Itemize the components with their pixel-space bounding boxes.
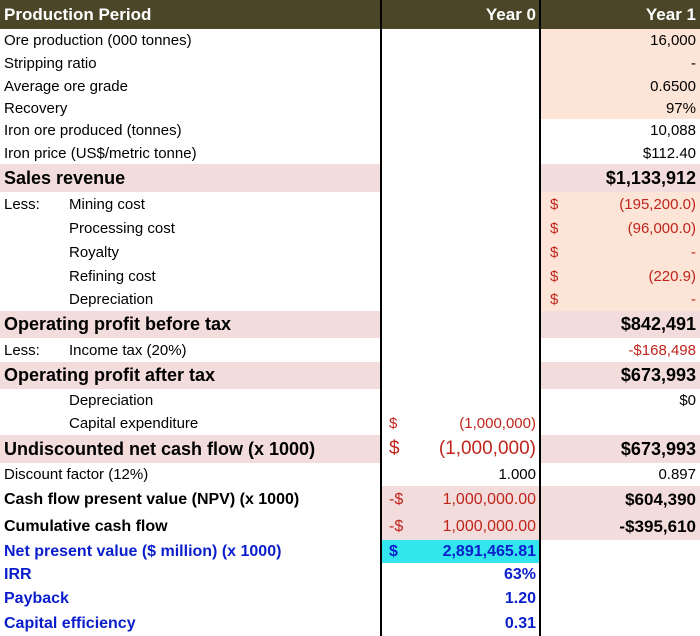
row-label: Income tax (20%) xyxy=(69,341,187,359)
table-row xyxy=(0,192,700,216)
cell-value: 2,891,465.81 xyxy=(442,542,536,560)
less-label: Less: xyxy=(4,195,40,213)
header-year-0[interactable]: Year 0 xyxy=(381,0,540,29)
year1-cell[interactable] xyxy=(540,264,700,288)
year0-cell[interactable] xyxy=(381,216,540,240)
year1-cell[interactable]: $604,390 xyxy=(540,486,700,513)
table-row xyxy=(0,389,700,412)
header-year-1[interactable]: Year 1 xyxy=(540,0,700,29)
year0-cell[interactable] xyxy=(381,240,540,264)
table-row xyxy=(0,540,700,563)
currency-symbol: -$ xyxy=(389,490,404,508)
row-label: Refining cost xyxy=(69,267,156,285)
cell-value: - xyxy=(691,291,696,308)
row-label[interactable]: Iron ore produced (tonnes) xyxy=(4,122,182,139)
year1-cell[interactable]: $0 xyxy=(679,392,696,409)
currency-symbol: $ xyxy=(550,195,559,213)
year0-cell[interactable] xyxy=(381,97,540,119)
year1-cell[interactable]: $673,993 xyxy=(540,362,700,389)
year0-cell[interactable] xyxy=(381,192,540,216)
table-row xyxy=(0,142,700,164)
row-label-cell[interactable] xyxy=(0,240,381,264)
row-label[interactable]: Stripping ratio xyxy=(4,55,97,72)
table-row xyxy=(0,240,700,264)
year1-cell[interactable]: 0.6500 xyxy=(540,75,700,97)
row-label[interactable]: Operating profit before tax xyxy=(0,311,381,338)
row-label[interactable]: Discount factor (12%) xyxy=(4,466,149,483)
year1-cell[interactable]: $112.40 xyxy=(642,144,696,162)
table-row xyxy=(0,52,700,75)
table-row xyxy=(0,29,700,52)
currency-symbol: $ xyxy=(550,243,559,261)
year1-cell[interactable] xyxy=(540,587,700,611)
year1-cell[interactable]: $673,993 xyxy=(540,435,700,463)
year0-cell[interactable] xyxy=(381,435,540,463)
npv-value-cell[interactable] xyxy=(381,540,540,563)
year0-cell[interactable] xyxy=(381,362,540,389)
header-production-period[interactable]: Production Period xyxy=(0,0,381,29)
row-label[interactable]: Cash flow present value (NPV) (x 1000) xyxy=(4,490,300,508)
year1-cell[interactable] xyxy=(540,216,700,240)
row-label: Processing cost xyxy=(69,219,175,237)
year1-cell[interactable]: -$168,498 xyxy=(628,341,696,359)
less-label: Less: xyxy=(4,341,40,359)
row-label: Capital expenditure xyxy=(69,415,199,432)
currency-symbol: -$ xyxy=(389,517,404,535)
header-row xyxy=(0,0,700,29)
table-row xyxy=(0,463,700,486)
year1-cell[interactable] xyxy=(540,540,700,563)
table-row xyxy=(0,216,700,240)
table-row xyxy=(0,513,700,540)
year1-cell[interactable] xyxy=(540,611,700,636)
row-label-cell[interactable] xyxy=(0,338,381,362)
year0-cell[interactable] xyxy=(381,164,540,192)
table-row xyxy=(0,75,700,97)
table-row xyxy=(0,119,700,142)
currency-symbol: $ xyxy=(550,267,559,285)
table-row xyxy=(0,435,700,463)
cell-value: (195,200.0) xyxy=(619,195,696,213)
row-label[interactable]: Average ore grade xyxy=(4,77,128,95)
row-label-cell[interactable] xyxy=(0,412,381,435)
column-divider xyxy=(380,0,382,636)
table-row xyxy=(0,412,700,435)
row-label[interactable]: Recovery xyxy=(4,99,68,117)
row-label: Royalty xyxy=(69,243,120,261)
currency-symbol: $ xyxy=(389,415,398,432)
column-divider xyxy=(539,0,541,636)
row-label[interactable]: Iron price (US$/metric tonne) xyxy=(4,144,197,162)
year1-cell[interactable]: 10,088 xyxy=(650,122,696,139)
year1-cell[interactable]: -$395,610 xyxy=(540,513,700,540)
cell-value: 1,000,000.00 xyxy=(442,517,536,535)
row-label: Depreciation xyxy=(69,392,154,409)
year1-cell[interactable]: 0.897 xyxy=(658,466,696,483)
year0-cell[interactable] xyxy=(381,412,540,435)
row-label[interactable]: Net present value ($ million) (x 1000) xyxy=(4,542,282,560)
table-row xyxy=(0,486,700,513)
cell-value: (96,000.0) xyxy=(627,219,696,237)
row-label-cell[interactable] xyxy=(0,216,381,240)
year1-cell[interactable]: $1,133,912 xyxy=(540,164,700,192)
table-row xyxy=(0,338,700,362)
year0-cell[interactable] xyxy=(381,288,540,311)
table-row xyxy=(0,587,700,611)
year0-cell[interactable] xyxy=(381,119,540,142)
cell-value: - xyxy=(691,243,696,261)
row-label[interactable]: Sales revenue xyxy=(0,164,381,192)
year1-cell[interactable]: - xyxy=(540,52,700,75)
row-label[interactable]: Cumulative cash flow xyxy=(4,517,168,535)
year0-cell[interactable] xyxy=(381,264,540,288)
year0-cell[interactable] xyxy=(381,75,540,97)
year1-cell[interactable] xyxy=(540,240,700,264)
row-label-cell[interactable] xyxy=(0,264,381,288)
table-row xyxy=(0,264,700,288)
year0-cell[interactable] xyxy=(381,513,540,540)
cell-value: (1,000,000) xyxy=(459,415,536,432)
row-label[interactable]: Ore production (000 tonnes) xyxy=(4,32,192,49)
table-row xyxy=(0,97,700,119)
year1-cell[interactable] xyxy=(540,288,700,311)
row-label[interactable]: Undiscounted net cash flow (x 1000) xyxy=(0,435,381,463)
row-label-cell[interactable] xyxy=(0,192,381,216)
year0-cell[interactable] xyxy=(381,338,540,362)
year0-cell[interactable] xyxy=(381,311,540,338)
year1-cell[interactable] xyxy=(540,563,700,587)
table-row xyxy=(0,311,700,338)
currency-symbol: $ xyxy=(389,438,400,459)
row-label[interactable]: Operating profit after tax xyxy=(0,362,381,389)
year0-cell[interactable]: 0.31 xyxy=(504,614,536,632)
row-label[interactable]: Payback xyxy=(4,590,69,607)
row-label-cell[interactable] xyxy=(0,288,381,311)
cell-value: (1,000,000) xyxy=(438,438,536,459)
table-row xyxy=(0,563,700,587)
year0-cell[interactable]: 1.20 xyxy=(504,590,536,607)
row-label[interactable]: Capital efficiency xyxy=(4,614,136,632)
year0-cell[interactable] xyxy=(381,142,540,164)
currency-symbol: $ xyxy=(550,219,559,237)
row-label-cell[interactable] xyxy=(0,389,381,412)
cell-value: (220.9) xyxy=(648,267,696,285)
table-row xyxy=(0,611,700,636)
currency-symbol: $ xyxy=(550,291,559,308)
row-label[interactable]: IRR xyxy=(4,566,32,583)
year1-cell[interactable]: $842,491 xyxy=(540,311,700,338)
year0-cell[interactable] xyxy=(381,486,540,513)
cell-value: 1,000,000.00 xyxy=(442,490,536,508)
currency-symbol: $ xyxy=(389,542,398,560)
year0-cell[interactable] xyxy=(381,52,540,75)
table-row xyxy=(0,362,700,389)
year0-cell[interactable]: 1.000 xyxy=(498,466,536,483)
year0-cell[interactable] xyxy=(381,389,540,412)
table-row xyxy=(0,164,700,192)
row-label: Mining cost xyxy=(69,195,145,213)
year0-cell[interactable] xyxy=(381,29,540,52)
year1-cell[interactable]: 16,000 xyxy=(540,29,700,52)
year1-cell[interactable] xyxy=(540,412,700,435)
year0-cell[interactable]: 63% xyxy=(503,566,536,583)
row-label: Depreciation xyxy=(69,291,154,308)
year1-cell[interactable]: 97% xyxy=(540,97,700,119)
year1-cell[interactable] xyxy=(540,192,700,216)
table-row xyxy=(0,288,700,311)
